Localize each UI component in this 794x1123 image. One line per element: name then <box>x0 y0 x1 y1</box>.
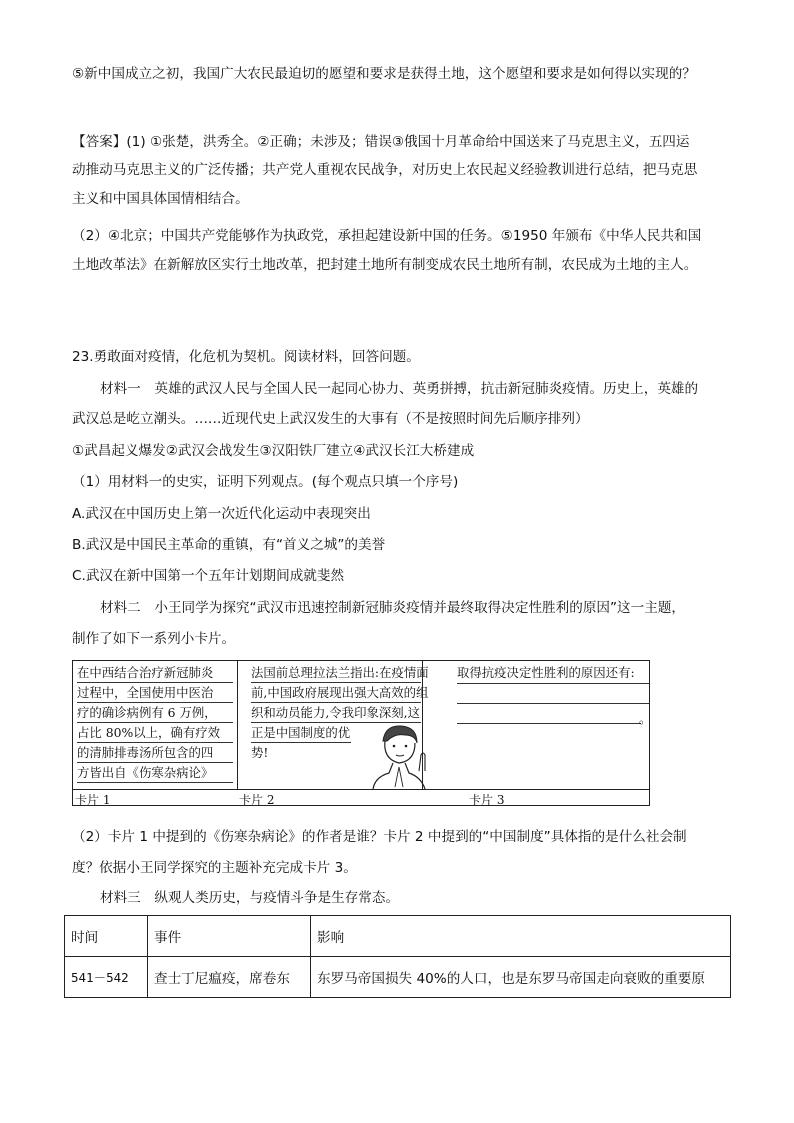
material-2-line-2: 制作了如下一系列小卡片。 <box>72 631 236 647</box>
question-5-text: ⑤新中国成立之初，我国广大农民最迫切的愿望和要求是获得土地，这个愿望和要求是如何得以实现的？ <box>72 66 696 82</box>
card-3-blank-line <box>457 723 641 724</box>
table-header-cell: 事件 <box>148 916 311 957</box>
sub-question-2-line-1: （2）卡片 1 中提到的《伤寒杂病论》的作者是谁？卡片 2 中提到的“中国制度”具体指的是什么社会制 <box>72 829 687 845</box>
option-c: C.武汉在新中国第一个五年计划期间成就斐然 <box>72 568 345 584</box>
card-2-line: 势! <box>251 745 269 760</box>
table-cell: 查士丁尼瘟疫，席卷东 <box>148 957 311 998</box>
answer-line-4: （2）④北京；中国共产党能够作为执政党，承担起建设新中国的任务。⑤1950 年颁布《中华人民共和国 <box>72 228 702 244</box>
option-b: B.武汉是中国民主革命的重镇，有“首义之城”的美誉 <box>72 537 386 553</box>
card-1-line: 过程中，全国使用中医治 <box>77 683 233 703</box>
answer-line-3: 主义和中国具体国情相结合。 <box>72 191 249 207</box>
question-23-title: 23.勇敢面对疫情，化危机为契机。阅读材料，回答问题。 <box>72 349 420 365</box>
sub-question-1: （1）用材料一的史实，证明下列观点。(每个观点只填一个序号) <box>72 474 459 490</box>
card-1-line: 在中西结合治疗新冠肺炎 <box>77 663 233 683</box>
answer-line-2: 动推动马克思主义的广泛传播；共产党人重视农民战争，对历史上农民起义经验教训进行总结，把马克思 <box>72 162 698 178</box>
card-2-line: 正是中国制度的优 <box>251 723 351 743</box>
card-1-line: 方皆出自《伤寒杂病论》 <box>77 763 233 783</box>
sub-question-2-line-2: 度？依据小王同学探究的主题补充完成卡片 3。 <box>72 860 357 876</box>
portrait-sketch-icon <box>365 721 433 789</box>
option-a: A.武汉在中国历史上第一次近代化运动中表现突出 <box>72 506 371 522</box>
card-3-prompt: 取得抗疫决定性胜利的原因还有: <box>457 665 635 680</box>
card-2-line: 织和动员能力,令我印象深刻,这 <box>251 703 421 723</box>
events-table <box>64 915 731 998</box>
card-1-line: 占比 80%以上，确有疗效 <box>77 723 233 743</box>
material-2-line-1: 材料二 小王同学为探究“武汉市迅速控制新冠肺炎疫情并最终取得决定性胜利的原因”这一主题， <box>100 600 686 616</box>
card-2-label: 卡片 2 <box>239 793 275 807</box>
material-1-line-2: 武汉总是屹立潮头。……近现代史上武汉发生的大事有（不是按照时间先后顺序排列） <box>72 411 589 427</box>
material-3-text: 材料三 纵观人类历史，与疫情斗争是生存常态。 <box>100 890 400 906</box>
card-2-line: 法国前总理拉法兰指出:在疫情面 <box>251 663 421 683</box>
card-label-divider <box>73 789 649 790</box>
answer-line-1: 【答案】(1) ①张楚，洪秀全。②正确；未涉及；错误③俄国十月革命给中国送来了马克思主义，五四运 <box>72 134 690 150</box>
card-3-blank-line <box>457 683 649 684</box>
card-divider-1 <box>237 661 238 789</box>
card-1-label: 卡片 1 <box>75 793 111 807</box>
card-1-text <box>77 663 233 783</box>
card-3-label: 卡片 3 <box>469 793 505 807</box>
table-header-cell: 影响 <box>311 916 731 957</box>
card-3-end-mark: 。 <box>639 711 652 726</box>
cards-figure <box>72 660 650 806</box>
events-list: ①武昌起义爆发②武汉会战发生③汉阳铁厂建立④武汉长江大桥建成 <box>72 443 475 459</box>
table-row <box>65 957 731 998</box>
card-2-line: 前,中国政府展现出强大高效的组 <box>251 683 421 703</box>
answer-line-5: 土地改革法》在新解放区实行土地改革，把封建土地所有制变成农民土地所有制，农民成为土地的主人。 <box>72 257 698 273</box>
table-cell: 东罗马帝国损失 40%的人口，也是东罗马帝国走向衰败的重要原 <box>311 957 731 998</box>
table-cell: 541－542 <box>65 957 148 998</box>
card-1-line: 疗的确诊病例有 6 万例， <box>77 703 233 723</box>
table-header-row <box>65 916 731 957</box>
material-1-line-1: 材料一 英雄的武汉人民与全国人民一起同心协力、英勇拼搏，抗击新冠肺炎疫情。历史上，英雄的 <box>100 381 699 397</box>
table-header-cell: 时间 <box>65 916 148 957</box>
card-3-blank-line <box>457 703 649 704</box>
card-1-line: 的清肺排毒汤所包含的四 <box>77 743 233 763</box>
